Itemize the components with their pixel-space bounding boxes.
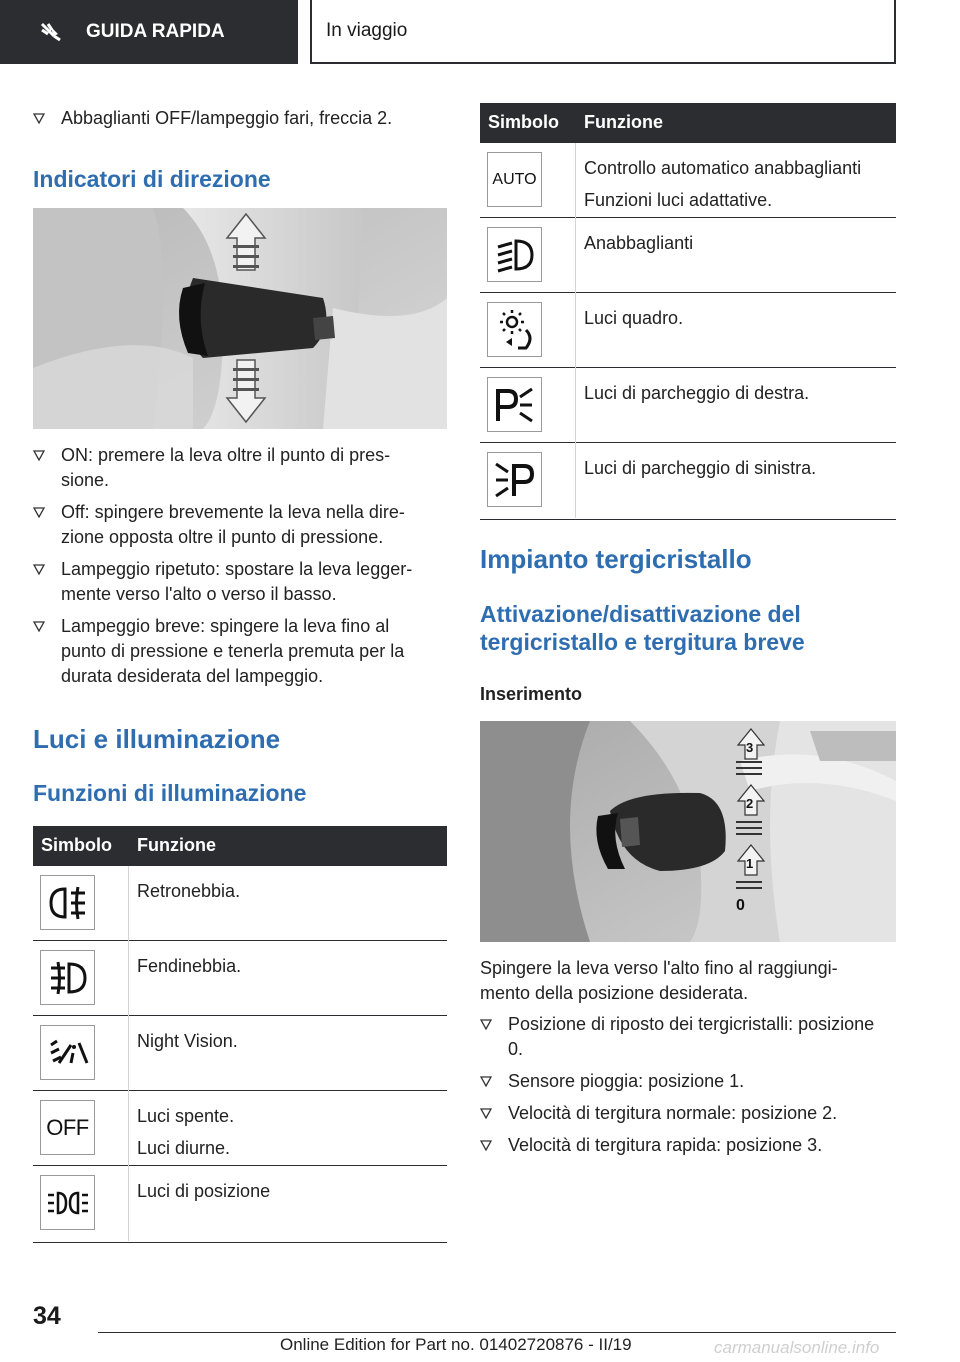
table-row bbox=[33, 866, 447, 941]
lights-subheading: Funzioni di illuminazione bbox=[33, 780, 307, 806]
section-title: In viaggio bbox=[310, 0, 896, 64]
row-function-text: Luci di parcheggio di sinistra. bbox=[584, 458, 817, 478]
col-function-header: Funzione bbox=[584, 112, 663, 132]
col-function-header: Funzione bbox=[137, 835, 216, 855]
row-function-text: Luci spente. bbox=[137, 1106, 235, 1126]
table-row bbox=[480, 143, 896, 218]
table-row bbox=[33, 1016, 447, 1091]
night-vision-icon bbox=[40, 1025, 95, 1080]
instrument-lighting-icon bbox=[487, 302, 542, 357]
rear-fog-light-icon bbox=[40, 875, 95, 930]
quick-guide-tab[interactable] bbox=[0, 0, 298, 64]
triangle-bullet-icon bbox=[33, 113, 45, 124]
list-item: Lampeggio ripetuto: spostare la leva legger- mente verso l'alto o verso il basso. bbox=[33, 557, 447, 607]
table-row bbox=[480, 443, 896, 520]
indicators-heading: Indicatori di direzione bbox=[33, 166, 271, 192]
row-function-text: Anabbaglianti bbox=[584, 233, 694, 253]
table-row bbox=[33, 941, 447, 1016]
col-symbol-header: Simbolo bbox=[488, 112, 559, 132]
turn-signal-lever-photo bbox=[33, 208, 447, 429]
position-tick-marks bbox=[736, 761, 762, 889]
list-item: Velocità di tergitura rapida: posizione 3. bbox=[480, 1133, 896, 1158]
table-row bbox=[480, 293, 896, 368]
triangle-bullet-icon bbox=[33, 450, 45, 461]
footer-divider bbox=[98, 1332, 896, 1333]
triangle-bullet-icon bbox=[480, 1108, 492, 1119]
edition-text: Online Edition for Part no. 01402720876 - II/19 bbox=[280, 1335, 632, 1354]
triangle-bullet-icon bbox=[480, 1076, 492, 1087]
wiper-subheading: Attivazione/disattivazione del tergicristallo e tergitura breve bbox=[480, 601, 805, 655]
table-row bbox=[33, 1166, 447, 1243]
watermark: carmanualsonline.info bbox=[714, 1338, 880, 1357]
row-function-text: Funzioni luci adattative. bbox=[584, 190, 773, 210]
row-function-text: Luci quadro. bbox=[584, 308, 684, 328]
position-0-label: 0 bbox=[736, 897, 745, 914]
insert-label: Inserimento bbox=[480, 684, 583, 704]
row-function-text: Night Vision. bbox=[137, 1031, 238, 1051]
row-function-text: Fendinebbia. bbox=[137, 956, 242, 976]
list-item: Posizione di riposto dei tergicristalli: posizione 0. bbox=[480, 1012, 896, 1062]
lights-table-header-right bbox=[480, 103, 896, 143]
wiper-heading: Impianto tergicristallo bbox=[480, 544, 752, 574]
lights-table-header bbox=[33, 826, 447, 866]
wiper-paragraph: Spingere la leva verso l'alto fino al raggiungi- mento della posizione desiderata. bbox=[480, 958, 838, 1003]
triangle-bullet-icon bbox=[33, 564, 45, 575]
list-item: Lampeggio breve: spingere la leva fino al punto di pressione e tenerla premuta per la durata desiderata del lampeggio. bbox=[33, 614, 447, 689]
row-function-text: Luci di parcheggio di destra. bbox=[584, 383, 810, 403]
list-item: ON: premere la leva oltre il punto di pres- sione. bbox=[33, 443, 447, 493]
row-function-text: Luci di posizione bbox=[137, 1181, 271, 1201]
list-item: Velocità di tergitura normale: posizione 2. bbox=[480, 1101, 896, 1126]
position-2-label: 2 bbox=[736, 783, 766, 817]
wiper-lever-photo bbox=[480, 721, 896, 942]
off-icon: OFF bbox=[40, 1100, 95, 1155]
side-lights-icon bbox=[40, 1175, 95, 1230]
col-symbol-header: Simbolo bbox=[41, 835, 112, 855]
triangle-bullet-icon bbox=[480, 1140, 492, 1151]
page-header bbox=[0, 0, 960, 66]
triangle-bullet-icon bbox=[33, 621, 45, 632]
front-fog-light-icon bbox=[40, 950, 95, 1005]
row-function-text: Controllo automatico anabbaglianti bbox=[584, 158, 862, 178]
list-item: Off: spingere brevemente la leva nella dire- zione opposta oltre il punto di pressione. bbox=[33, 500, 447, 550]
list-item: Abbaglianti OFF/lampeggio fari, freccia 2. bbox=[33, 106, 447, 131]
position-1-label: 1 bbox=[736, 843, 766, 877]
table-row bbox=[480, 368, 896, 443]
row-function-text: Luci diurne. bbox=[137, 1138, 231, 1158]
parking-light-right-icon bbox=[487, 377, 542, 432]
wiper-illustration bbox=[480, 721, 896, 942]
quick-guide-label: GUIDA RAPIDA bbox=[86, 21, 225, 42]
table-row bbox=[480, 218, 896, 293]
page-number: 34 bbox=[33, 1302, 61, 1330]
table-row bbox=[33, 1091, 447, 1166]
row-function-text: Retronebbia. bbox=[137, 881, 241, 901]
parking-light-left-icon bbox=[487, 452, 542, 507]
triangle-bullet-icon bbox=[480, 1019, 492, 1030]
lever-illustration bbox=[33, 208, 447, 429]
triangle-bullet-icon bbox=[33, 507, 45, 518]
auto-icon: AUTO bbox=[487, 152, 542, 207]
position-3-label: 3 bbox=[736, 727, 766, 761]
list-item: Sensore pioggia: posizione 1. bbox=[480, 1069, 896, 1094]
lights-heading: Luci e illuminazione bbox=[33, 724, 281, 754]
low-beam-icon bbox=[487, 227, 542, 282]
car-lights-icon bbox=[40, 22, 64, 42]
